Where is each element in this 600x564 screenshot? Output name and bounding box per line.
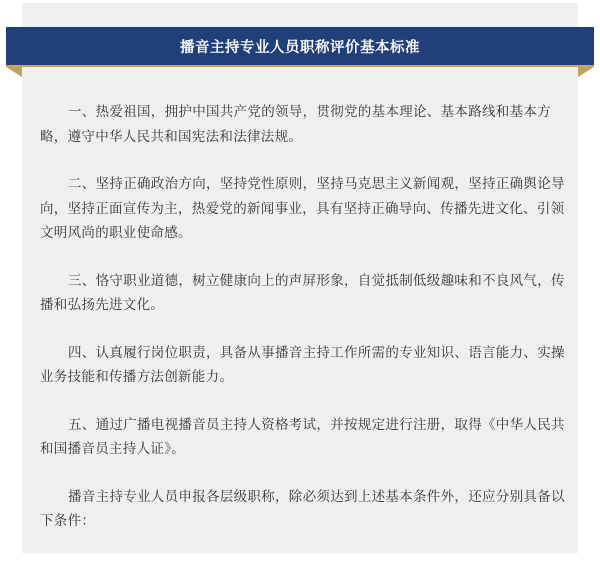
paragraph-2: 二、坚持正确政治方向，坚持党性原则，坚持马克思主义新闻观，坚持正确舆论导向，坚持正面宣传为主，热爱党的新闻事业，具有坚持正确导向、传播先进文化、引领文明风尚的职业使命感。 — [40, 176, 565, 241]
ribbon-fold-right — [578, 67, 594, 77]
article-body — [40, 100, 566, 557]
paragraph-4: 四、认真履行岗位职责，具备从事播音主持工作所需的专业知识、语言能力、实操业务技能和传播方法创新能力。 — [40, 344, 565, 385]
paragraph-1: 一、热爱祖国，拥护中国共产党的领导，贯彻党的基本理论、基本路线和基本方略，遵守中华人民共和国宪法和法律法规。 — [40, 104, 551, 145]
paragraph-6: 播音主持专业人员申报各层级职称，除必须达到上述基本条件外，还应分别具备以下条件： — [40, 488, 565, 529]
ribbon-fold-left — [6, 67, 22, 77]
page-title: 播音主持专业人员职称评价基本标准 — [180, 39, 420, 56]
paragraph-3: 三、恪守职业道德，树立健康向上的声屏形象，自觉抵制低级趣味和不良风气，传播和弘扬先进文化。 — [40, 272, 565, 313]
title-banner — [6, 27, 594, 67]
paragraph-5: 五、通过广播电视播音员主持人资格考试，并按规定进行注册，取得《中华人民共和国播音员主持人证》。 — [40, 416, 565, 457]
